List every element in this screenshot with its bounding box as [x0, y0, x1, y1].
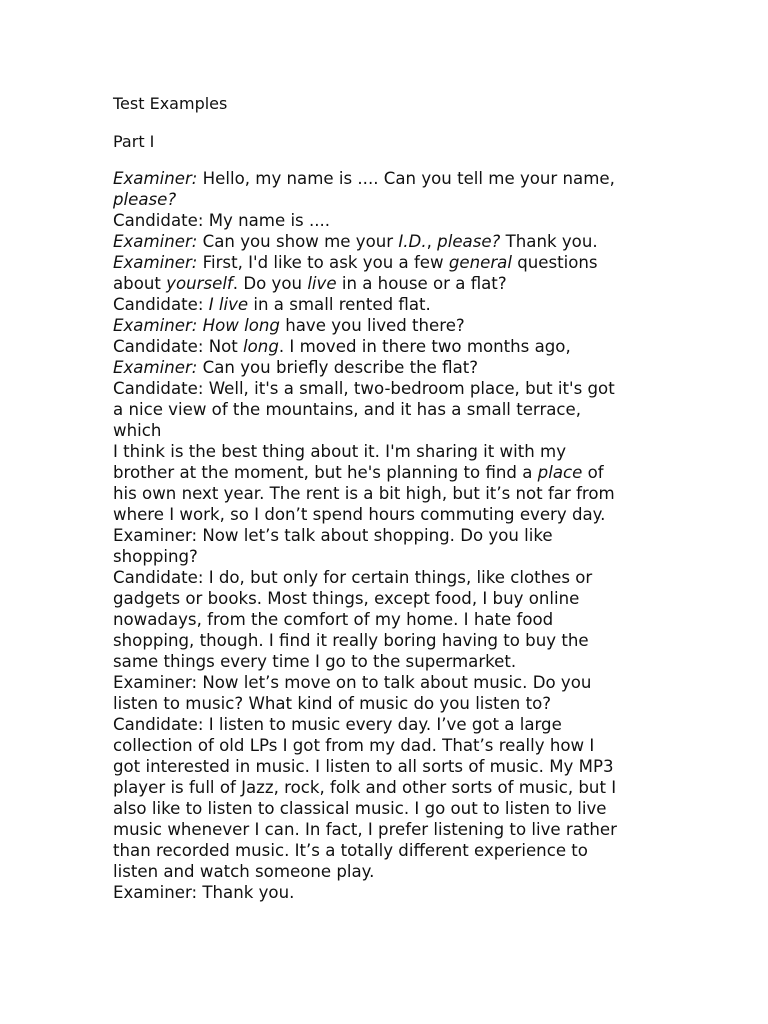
italic-text: please? [113, 190, 177, 209]
dialogue-line [113, 168, 653, 189]
line-text: Can you briefly describe the flat? [197, 358, 479, 377]
dialogue-line [113, 693, 653, 714]
line-text: Examiner: Now let’s talk about shopping. Do you like [113, 526, 553, 545]
line-text: which [113, 421, 162, 440]
line-text: have you lived there? [279, 316, 465, 335]
dialogue-line [113, 336, 653, 357]
dialogue-line [113, 210, 653, 231]
dialogue-line [113, 756, 653, 777]
dialogue-line [113, 651, 653, 672]
dialogue-line [113, 441, 653, 462]
line-text: Candidate: I listen to music every day. I’ve got a large [113, 715, 562, 734]
dialogue-line [113, 588, 653, 609]
dialogue-line [113, 294, 653, 315]
line-text: music whenever I can. In fact, I prefer listening to live rather [113, 820, 617, 839]
line-text: his own next year. The rent is a bit high, but it’s not far from [113, 484, 615, 503]
dialogue-line [113, 609, 653, 630]
line-text: Can you show me your [197, 232, 399, 251]
italic-text: Examiner: How long [113, 316, 280, 335]
italic-text: long [243, 337, 279, 356]
dialogue-line [113, 861, 653, 882]
line-text: Candidate: [113, 295, 209, 314]
line-text: than recorded music. It’s a totally different experience to [113, 841, 588, 860]
line-text: brother at the moment, but he's planning to find a [113, 463, 538, 482]
line-text: nowadays, from the comfort of my home. I hate food [113, 610, 554, 629]
dialogue-line [113, 714, 653, 735]
line-text: Candidate: My name is .... [113, 211, 331, 230]
line-text: Examiner: Thank you. [113, 883, 295, 902]
dialogue-line [113, 798, 653, 819]
italic-text: place [537, 463, 583, 482]
dialogue-line [113, 420, 653, 441]
dialogue-line [113, 462, 653, 483]
line-text: , [426, 232, 438, 251]
line-text: listen to music? What kind of music do you listen to? [113, 694, 552, 713]
line-text: Candidate: Well, it's a small, two-bedroom place, but it's got [113, 379, 615, 398]
dialogue-line [113, 315, 653, 336]
dialogue-line [113, 231, 653, 252]
line-text: . Do you [232, 274, 308, 293]
line-text: shopping? [113, 547, 198, 566]
dialogue-line [113, 189, 653, 210]
line-text: Hello, my name is .... Can you tell me your name, [197, 169, 615, 188]
line-text: listen and watch someone play. [113, 862, 375, 881]
line-text: of [582, 463, 604, 482]
line-text: where I work, so I don’t spend hours commuting every day. [113, 505, 606, 524]
line-text: player is full of Jazz, rock, folk and other sorts of music, but I [113, 778, 617, 797]
dialogue-line [113, 525, 653, 546]
italic-text: Examiner: [113, 253, 198, 272]
line-text: same things every time I go to the supermarket. [113, 652, 517, 671]
document-title: Test Examples [113, 94, 228, 113]
line-text: gadgets or books. Most things, except food, I buy online [113, 589, 580, 608]
dialogue-line [113, 819, 653, 840]
line-text: Candidate: Not [113, 337, 244, 356]
line-text: First, I'd like to ask you a few [197, 253, 449, 272]
dialogue-line [113, 357, 653, 378]
italic-text: I.D. [398, 232, 427, 251]
italic-text: Examiner: [113, 169, 198, 188]
line-text: in a house or a flat? [336, 274, 507, 293]
dialogue-line [113, 672, 653, 693]
dialogue-line [113, 630, 653, 651]
italic-text: yourself [166, 274, 233, 293]
line-text: Thank you. [500, 232, 598, 251]
line-text: Examiner: Now let’s move on to talk about music. Do you [113, 673, 592, 692]
italic-text: Examiner: [113, 358, 198, 377]
dialogue-line [113, 840, 653, 861]
line-text: I think is the best thing about it. I'm sharing it with my [113, 442, 567, 461]
dialogue-line [113, 378, 653, 399]
line-text: in a small rented flat. [248, 295, 431, 314]
line-text: got interested in music. I listen to all sorts of music. My MP3 [113, 757, 614, 776]
italic-text: I live [208, 295, 249, 314]
dialogue-line [113, 504, 653, 525]
dialogue-line [113, 882, 653, 903]
dialogue-line [113, 483, 653, 504]
dialogue-line [113, 273, 653, 294]
dialogue-line [113, 252, 653, 273]
dialogue-text [113, 168, 653, 903]
line-text: . I moved in there two months ago, [278, 337, 571, 356]
line-text: questions [511, 253, 598, 272]
dialogue-line [113, 567, 653, 588]
line-text: collection of old LPs I got from my dad. That’s really how I [113, 736, 595, 755]
line-text: also like to listen to classical music. I go out to listen to live [113, 799, 607, 818]
italic-text: Examiner: [113, 232, 198, 251]
dialogue-line [113, 399, 653, 420]
dialogue-line [113, 735, 653, 756]
dialogue-line [113, 546, 653, 567]
dialogue-line [113, 777, 653, 798]
italic-text: please? [437, 232, 501, 251]
line-text: shopping, though. I find it really boring having to buy the [113, 631, 589, 650]
italic-text: live [307, 274, 337, 293]
part-heading: Part I [113, 132, 155, 151]
line-text: about [113, 274, 167, 293]
italic-text: general [448, 253, 512, 272]
line-text: a nice view of the mountains, and it has a small terrace, [113, 400, 582, 419]
line-text: Candidate: I do, but only for certain things, like clothes or [113, 568, 593, 587]
